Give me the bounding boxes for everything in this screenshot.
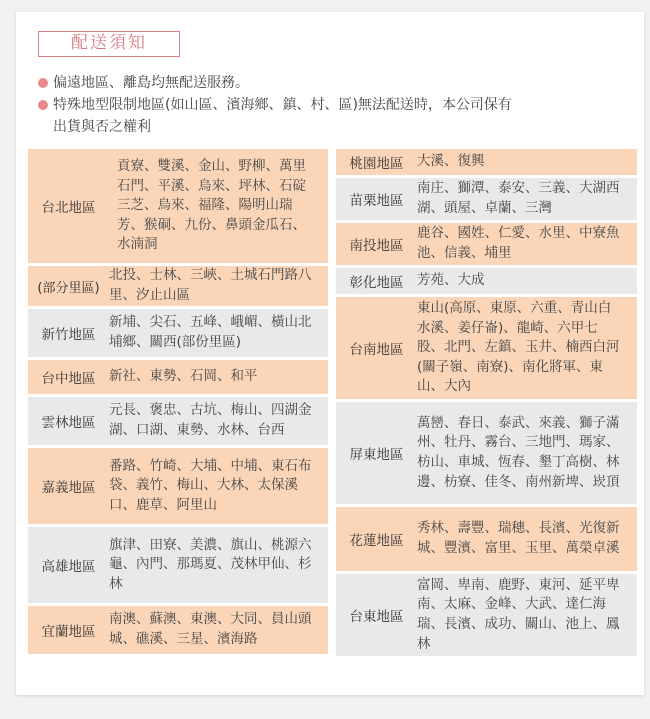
region-name: 宜蘭地區 [28,606,109,654]
region-row-yilan [28,606,328,654]
region-name: 台東地區 [336,574,417,656]
region-towns-text: 大溪、復興 [417,153,485,170]
region-towns-text: 番路、竹崎、大埔、中埔、東石布袋、義竹、梅山、大林、太保溪口、鹿草、阿里山 [109,457,312,513]
region-row-taichung [28,360,328,394]
note-2-text: 特殊地型限制地區(如山區、濱海鄉、鎮、村、區)無法配送時，本公司保有 [53,97,512,113]
region-name: 屏東地區 [336,402,417,504]
left-region-table [28,146,328,657]
region-row-taitung [336,574,637,656]
region-towns-text: 萬巒、春日、泰武、來義、獅子滿州、牡丹、霧台、三地門、瑪家、枋山、車城、恆春、墾丁高樹、林邊、枋寮、佳冬、南州新埤、崁頂 [417,414,620,490]
region-towns [417,402,637,504]
region-row-taoyuan [336,149,637,175]
region-row-changhua [336,268,637,294]
region-towns-text: 鹿谷、國姓、仁愛、水里、中寮魚池、信義、埔里 [417,225,620,261]
region-towns-text: 新埔、尖石、五峰、峨嵋、橫山北埔鄉、關西(部份里區) [109,314,312,350]
region-towns [417,507,637,571]
region-name: 花蓮地區 [336,507,417,571]
region-row-tainan [336,297,637,399]
notes [38,72,628,138]
region-row-pingtung [336,402,637,504]
region-towns-text: 北投、士林、三峽、土城石門路八里、汐止山區 [109,267,312,303]
region-towns [109,360,328,394]
region-towns-text: 芳苑、大成 [417,272,485,289]
region-name: 彰化地區 [336,268,417,294]
region-row-taipei [28,149,328,263]
region-towns [417,223,637,265]
note-2-continued: 出貨與否之權利 [53,119,151,135]
region-row-miaoli [336,178,637,220]
region-name: 桃園地區 [336,149,417,175]
region-towns [109,309,328,357]
region-row-hualien [336,507,637,571]
region-name: (部分里區) [28,266,109,306]
bullet-icon [38,78,48,88]
region-towns-text: 元長、褒忠、古坑、梅山、四湖金湖、口湖、東勢、水林、台西 [109,402,312,438]
region-towns-text: 富岡、卑南、鹿野、東河、延平卑南、太麻、金峰、大武、達仁海瑞、長濱、成功、關山、池上、鳳林 [417,576,620,652]
region-row-kaohsiung [28,527,328,603]
note-2 [38,94,628,116]
region-name: 台北地區 [28,149,109,263]
note-1-text: 偏遠地區、離島均無配送服務。 [53,75,249,91]
region-row-hsinchu [28,309,328,357]
region-name: 台中地區 [28,360,109,394]
region-towns-text: 秀林、壽豐、瑞穗、長濱、光復新城、豐濱、富里、玉里、萬榮卓溪 [417,520,620,556]
region-towns-text: 南庄、獅潭、泰安、三義、大湖西湖、頭屋、卓蘭、三灣 [417,180,620,216]
region-name: 雲林地區 [28,397,109,445]
region-name: 苗栗地區 [336,178,417,220]
region-towns [109,527,328,603]
region-name: 新竹地區 [28,309,109,357]
page-title: 配送須知 [38,31,180,57]
note-1 [38,72,628,94]
region-towns-text: 東山(高原、東原、六重、青山白水溪、姜仔崙)、龍崎、六甲七股、北門、左鎮、玉井、楠西白河(關子嶺、南寮)、南化將軍、東山、大內 [417,300,620,395]
region-towns-text: 新社、東勢、石岡、和平 [109,368,258,385]
region-name: 台南地區 [336,297,417,399]
region-name: 南投地區 [336,223,417,265]
region-towns [417,149,637,175]
region-row-partial [28,266,328,306]
bullet-icon [38,100,48,110]
region-towns-text: 南澳、蘇澳、東澳、大同、員山頭城、礁溪、三星、濱海路 [109,611,312,647]
region-row-yunlin [28,397,328,445]
region-towns [109,448,328,524]
region-towns [109,266,328,306]
right-region-table [336,146,637,659]
region-row-chiayi [28,448,328,524]
region-towns [109,397,328,445]
region-towns [417,178,637,220]
region-towns-text: 旗津、田寮、美濃、旗山、桃源六龜、內門、那瑪夏、茂林甲仙、杉林 [109,536,312,592]
region-row-nantou [336,223,637,265]
region-towns [417,297,637,399]
region-towns [109,606,328,654]
region-name: 高雄地區 [28,527,109,603]
region-towns [417,574,637,656]
region-towns-text: 貢寮、雙溪、金山、野柳、萬里石門、平溪、烏來、坪林、石碇三芝、烏來、福隆、陽明山瑞芳、猴硐、九份、鼻頭金瓜石、水湳洞 [117,158,306,253]
region-name: 嘉義地區 [28,448,109,524]
region-towns [109,149,328,263]
region-towns [417,268,637,294]
